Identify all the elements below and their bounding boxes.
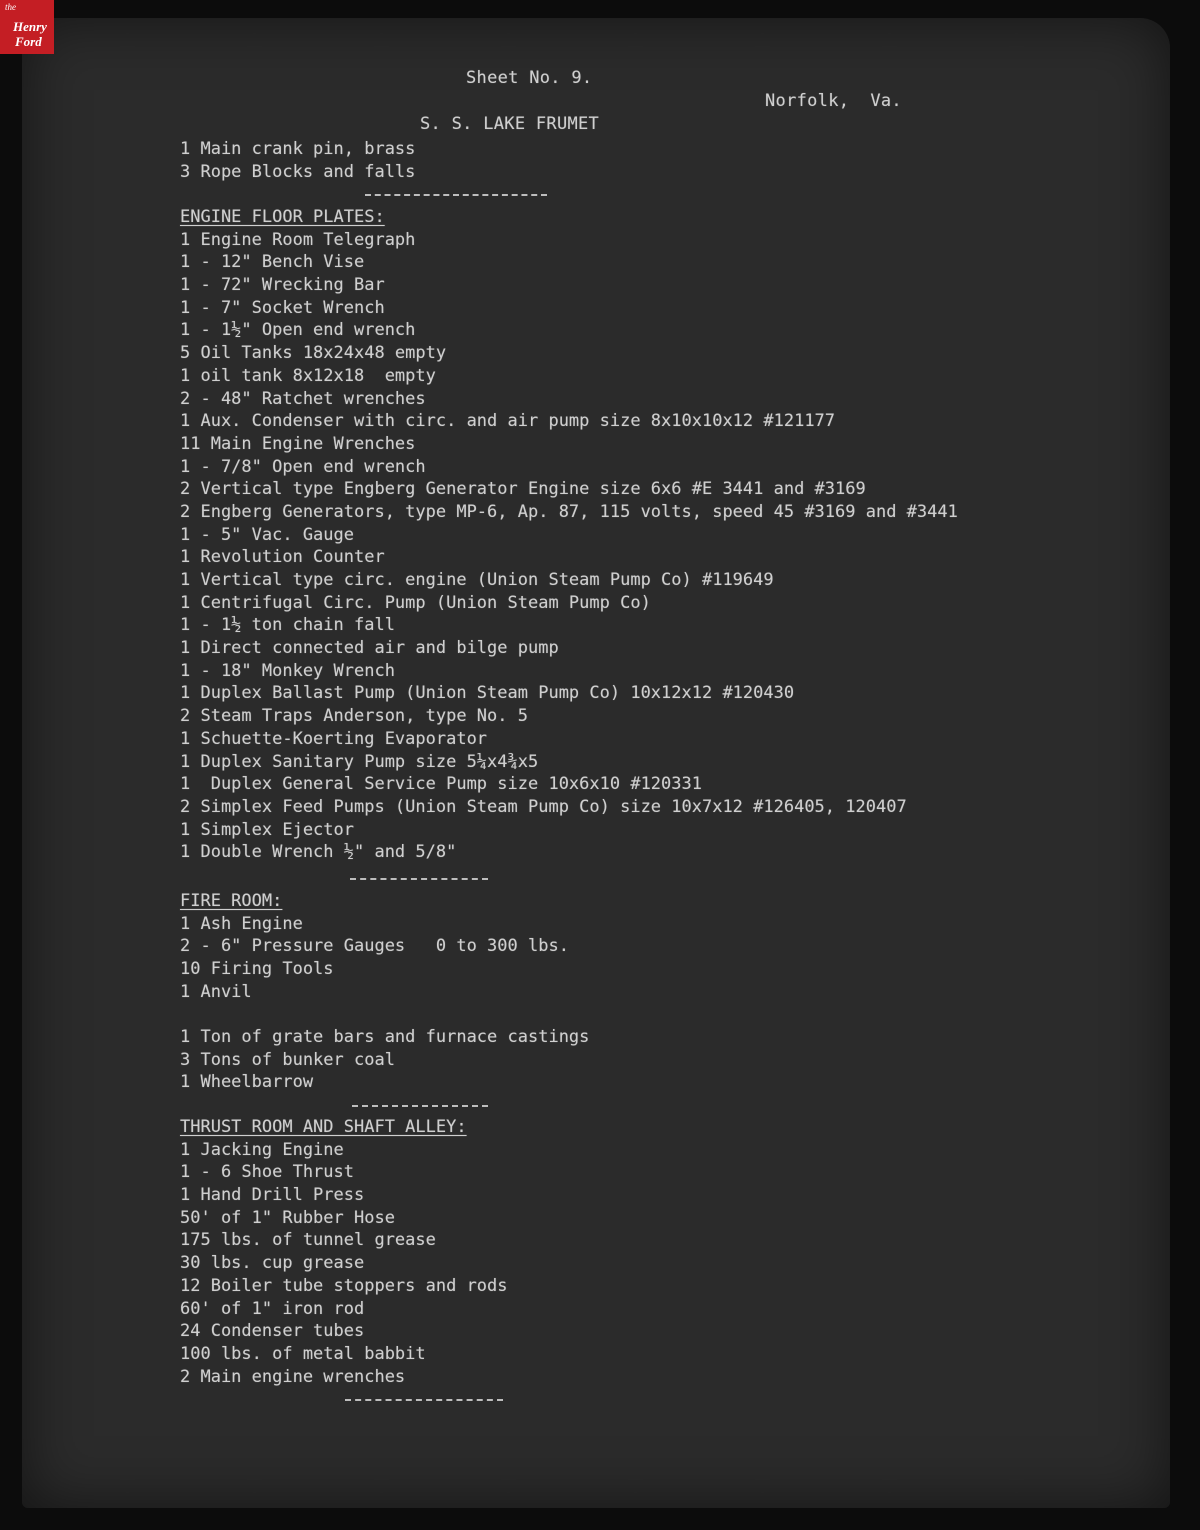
location: Norfolk, Va. <box>765 91 902 111</box>
list-item: 1 Direct connected air and bilge pump <box>180 638 559 659</box>
list-item: 12 Boiler tube stoppers and rods <box>180 1275 508 1296</box>
list-item: 1 Aux. Condenser with circ. and air pump size 8x10x10x12 #121177 <box>180 411 836 432</box>
ship-name: S. S. LAKE FRUMET <box>420 114 600 134</box>
list-item: 1 - 1½" Open end wrench <box>180 320 416 341</box>
intro-list <box>180 138 415 183</box>
list-item: 2 - 48" Ratchet wrenches <box>180 388 426 409</box>
list-item: 1 oil tank 8x12x18 empty <box>180 365 436 386</box>
list-item: 1 Ton of grate bars and furnace castings <box>180 1027 590 1047</box>
logo-text-henry: Henry <box>13 19 47 34</box>
thrust-room-section <box>180 1116 508 1388</box>
list-item: 50' of 1" Rubber Hose <box>180 1207 395 1228</box>
sheet-number: Sheet No. 9. <box>466 68 593 88</box>
list-item: 1 Duplex Sanitary Pump size 5¼x4¾x5 <box>180 751 539 772</box>
list-item: 1 Main crank pin, brass <box>180 139 416 159</box>
list-item: 1 Duplex Ballast Pump (Union Steam Pump Co) 10x12x12 #120430 <box>180 683 795 704</box>
list-item: 1 Wheelbarrow <box>180 1072 314 1093</box>
list-item: 3 Rope Blocks and falls <box>180 161 416 182</box>
list-item: 1 Centrifugal Circ. Pump (Union Steam Pump Co) <box>180 592 651 613</box>
list-item: 30 lbs. cup grease <box>180 1253 365 1274</box>
list-item: 24 Condenser tubes <box>180 1321 365 1342</box>
list-item: 1 Duplex General Service Pump size 10x6x10 #120331 <box>180 774 702 795</box>
list-item: 1 Schuette-Koerting Evaporator <box>180 728 488 749</box>
divider <box>365 194 547 196</box>
list-item: 2 - 6" Pressure Gauges 0 to 300 lbs. <box>180 936 569 957</box>
list-item: 1 - 7/8" Open end wrench <box>180 456 426 477</box>
section-heading-engine-floor: ENGINE FLOOR PLATES: <box>180 207 385 227</box>
list-item: 2 Engberg Generators, type MP-6, Ap. 87, 115 volts, speed 45 #3169 and #3441 <box>180 501 958 522</box>
divider <box>350 878 488 880</box>
divider <box>345 1399 503 1401</box>
logo-text-ford: Ford <box>15 34 42 49</box>
list-item: 1 - 6 Shoe Thrust <box>180 1162 354 1183</box>
list-item: 11 Main Engine Wrenches <box>180 433 416 454</box>
list-item: 1 - 12" Bench Vise <box>180 252 365 273</box>
fire-room-section <box>180 890 569 1003</box>
list-item: 1 - 72" Wrecking Bar <box>180 275 385 296</box>
henry-ford-logo <box>0 0 54 54</box>
list-item: 1 Ash Engine <box>180 913 303 934</box>
list-item: 175 lbs. of tunnel grease <box>180 1230 436 1251</box>
list-item: 2 Main engine wrenches <box>180 1366 406 1387</box>
section-heading-thrust-room: THRUST ROOM AND SHAFT ALLEY: <box>180 1117 467 1137</box>
fire-room-section-2 <box>180 1026 589 1094</box>
logo-text-the: the <box>5 2 16 12</box>
list-item: 5 Oil Tanks 18x24x48 empty <box>180 343 447 364</box>
list-item: 2 Vertical type Engberg Generator Engine size 6x6 #E 3441 and #3169 <box>180 479 866 500</box>
divider <box>352 1105 488 1107</box>
list-item: 1 Anvil <box>180 981 252 1002</box>
list-item: 1 - 1½ ton chain fall <box>180 615 395 636</box>
list-item: 1 Vertical type circ. engine (Union Steam Pump Co) #119649 <box>180 570 774 590</box>
list-item: 1 Jacking Engine <box>180 1139 344 1160</box>
list-item: 10 Firing Tools <box>180 959 334 980</box>
list-item: 1 - 5" Vac. Gauge <box>180 524 354 545</box>
engine-floor-section <box>180 206 958 864</box>
list-item: 1 Revolution Counter <box>180 547 385 568</box>
list-item: 1 - 7" Socket Wrench <box>180 297 385 318</box>
list-item: 1 - 18" Monkey Wrench <box>180 660 395 681</box>
list-item: 1 Double Wrench ½" and 5/8" <box>180 842 457 863</box>
section-heading-fire-room: FIRE ROOM: <box>180 891 283 911</box>
list-item: 60' of 1" iron rod <box>180 1298 365 1319</box>
list-item: 100 lbs. of metal babbit <box>180 1343 426 1364</box>
list-item: 1 Hand Drill Press <box>180 1185 365 1206</box>
list-item: 1 Engine Room Telegraph <box>180 229 416 250</box>
list-item: 1 Simplex Ejector <box>180 819 354 840</box>
list-item: 2 Simplex Feed Pumps (Union Steam Pump Co) size 10x7x12 #126405, 120407 <box>180 796 907 817</box>
list-item: 2 Steam Traps Anderson, type No. 5 <box>180 706 528 727</box>
list-item: 3 Tons of bunker coal <box>180 1049 395 1070</box>
